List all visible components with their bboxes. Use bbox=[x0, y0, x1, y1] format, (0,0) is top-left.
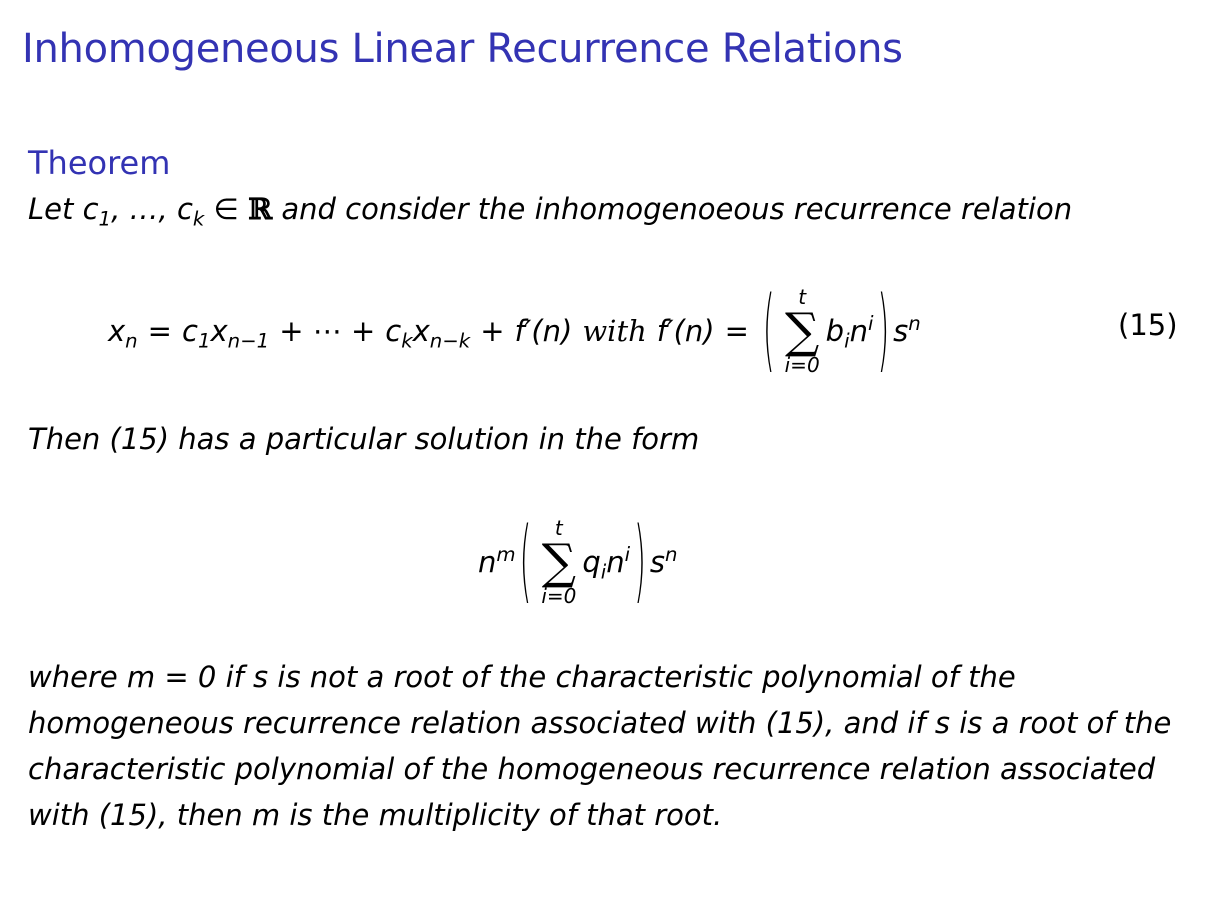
intro-lead: Let bbox=[28, 192, 74, 226]
equation-15: $x_n$ = $c_1x_{n-1}$ + ⋯ + $c_kx_{n-k}$ + f′(n) with f′(n) = ( t ∑ i=0 $b_in^i$ ) $s^n$ bbox=[108, 278, 921, 384]
right-paren: ) bbox=[634, 509, 646, 615]
where-paragraph: where m = 0 if s is not a root of the characteristic polynomial of the homogeneous recurrence relation associated with (15), and if s is a root of the characteristic polynomial of the homogeneous recurrence relation associated with (15), then m is the multiplicity of that root. bbox=[28, 660, 1172, 832]
sum-operator: t ∑ i=0 bbox=[541, 516, 577, 608]
theorem-label: Theorem bbox=[28, 144, 171, 182]
eq1-lhs: $x_n$ bbox=[108, 314, 138, 353]
intro-tail: and consider the inhomogenoeous recurrence relation bbox=[281, 192, 1073, 226]
eq1-with: with bbox=[582, 314, 647, 348]
sum-operator: t ∑ i=0 bbox=[784, 285, 820, 377]
particular-solution: $n^m$ ( t ∑ i=0 $q_in^i$ ) $s^n$ bbox=[478, 509, 678, 615]
equation-number: (15) bbox=[1118, 308, 1178, 342]
slide-title: Inhomogeneous Linear Recurrence Relations bbox=[22, 26, 903, 72]
left-paren: ( bbox=[519, 509, 532, 615]
theorem-intro bbox=[28, 192, 1073, 231]
left-paren: ( bbox=[762, 278, 775, 384]
intro-math: $c_1$, …, $c_k$ ∈ ℝ bbox=[82, 192, 273, 231]
then-line: Then (15) has a particular solution in the form bbox=[28, 422, 700, 456]
right-paren: ) bbox=[877, 278, 890, 384]
